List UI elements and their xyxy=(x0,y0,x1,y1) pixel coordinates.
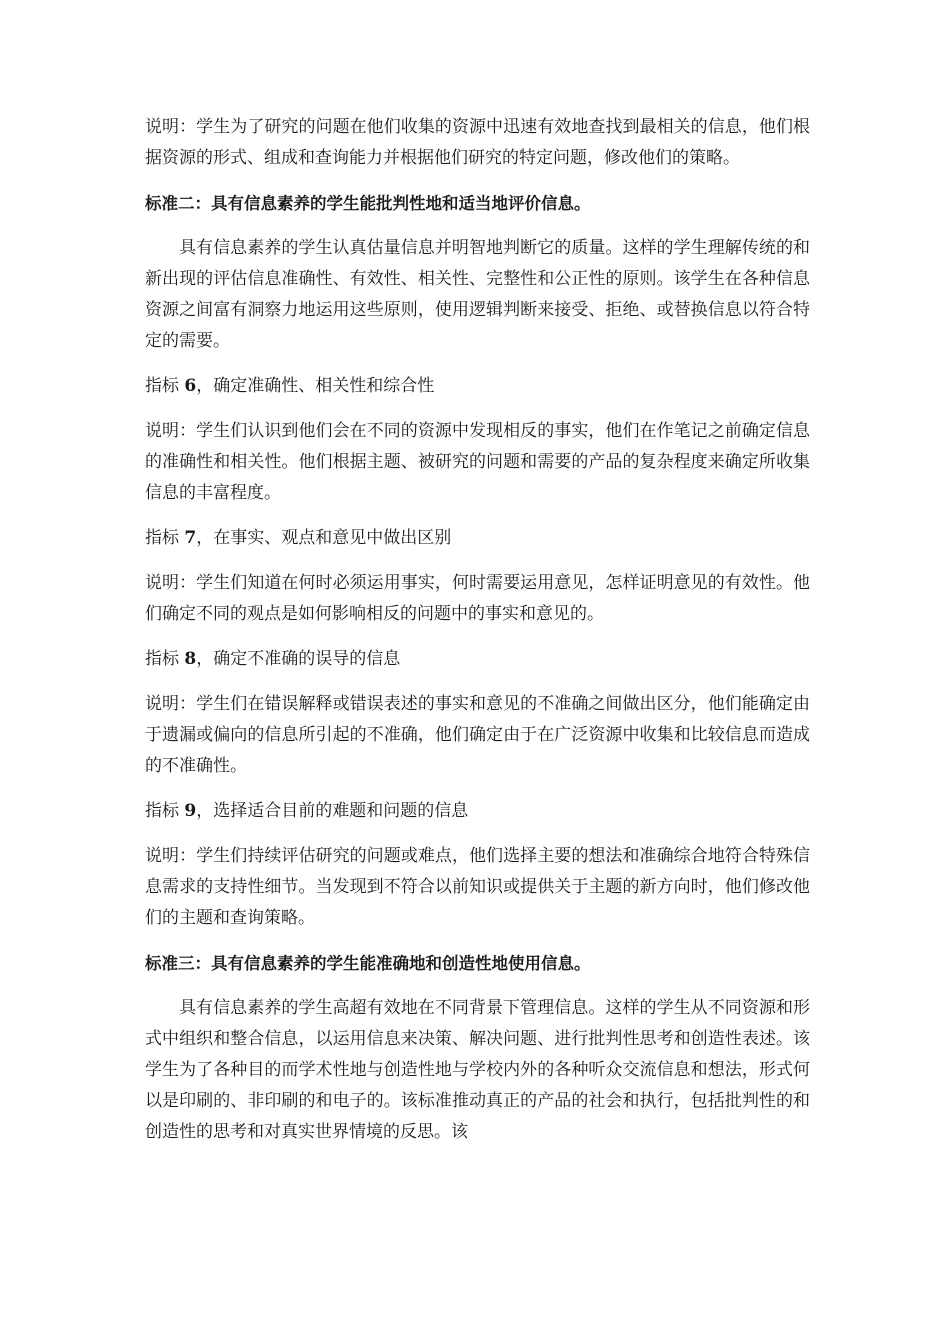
explanation-paragraph: 说明：学生们知道在何时必须运用事实，何时需要运用意见，怎样证明意见的有效性。他们确定不同的观点是如何影响相反的问题中的事实和意见的。 xyxy=(145,573,810,624)
indicator-prefix: 指标 xyxy=(145,376,179,396)
indicator-text: ，选择适合目前的难题和问题的信息 xyxy=(196,801,469,821)
indicator-prefix: 指标 xyxy=(145,528,179,548)
explanation-paragraph: 说明：学生为了研究的问题在他们收集的资源中迅速有效地查找到最相关的信息，他们根据资源的形式、组成和查询能力并根据他们研究的特定问题，修改他们的策略。 xyxy=(145,117,810,168)
indicator-heading xyxy=(145,796,810,827)
explanation-paragraph: 说明：学生们认识到他们会在不同的资源中发现相反的事实，他们在作笔记之前确定信息的准确性和相关性。他们根据主题、被研究的问题和需要的产品的复杂程度来确定所收集信息的丰富程度。 xyxy=(145,421,810,503)
indicator-number: 9 xyxy=(184,801,197,821)
indicator-heading xyxy=(145,644,810,675)
indicator-prefix: 指标 xyxy=(145,649,179,669)
document-page xyxy=(145,112,810,1162)
standard-description: 具有信息素养的学生高超有效地在不同背景下管理信息。这样的学生从不同资源和形式中组织和整合信息，以运用信息来决策、解决问题、进行批判性思考和创造性表述。该学生为了各种目的而学术性地与创造性地与学校内外的各种听众交流信息和想法，形式何以是印刷的、非印刷的和电子的。该标准推动真正的产品的社会和执行，包括批判性的和创造性的思考和对真实世界情境的反思。该 xyxy=(145,998,810,1142)
indicator-heading xyxy=(145,523,810,554)
indicator-number: 8 xyxy=(184,649,197,669)
indicator-prefix: 指标 xyxy=(145,801,179,821)
indicator-text: ，确定不准确的误导的信息 xyxy=(196,649,401,669)
indicator-text: ，确定准确性、相关性和综合性 xyxy=(196,376,435,396)
explanation-paragraph: 说明：学生们持续评估研究的问题或难点，他们选择主要的想法和准确综合地符合特殊信息需求的支持性细节。当发现到不符合以前知识或提供关于主题的新方向时，他们修改他们的主题和查询策略。 xyxy=(145,846,810,928)
standard-heading: 标准三：具有信息素养的学生能准确地和创造性地使用信息。 xyxy=(145,954,591,973)
indicator-number: 7 xyxy=(184,528,197,548)
indicator-number: 6 xyxy=(184,376,197,396)
standard-heading: 标准二：具有信息素养的学生能批判性地和适当地评价信息。 xyxy=(145,194,591,213)
standard-description: 具有信息素养的学生认真估量信息并明智地判断它的质量。这样的学生理解传统的和新出现的评估信息准确性、有效性、相关性、完整性和公正性的原则。该学生在各种信息资源之间富有洞察力地运用这些原则，使用逻辑判断来接受、拒绝、或替换信息以符合特定的需要。 xyxy=(145,238,810,351)
explanation-paragraph: 说明：学生们在错误解释或错误表述的事实和意见的不准确之间做出区分，他们能确定由于遗漏或偏向的信息所引起的不准确，他们确定由于在广泛资源中收集和比较信息而造成的不准确性。 xyxy=(145,694,810,776)
indicator-heading xyxy=(145,371,810,402)
indicator-text: ，在事实、观点和意见中做出区别 xyxy=(196,528,452,548)
